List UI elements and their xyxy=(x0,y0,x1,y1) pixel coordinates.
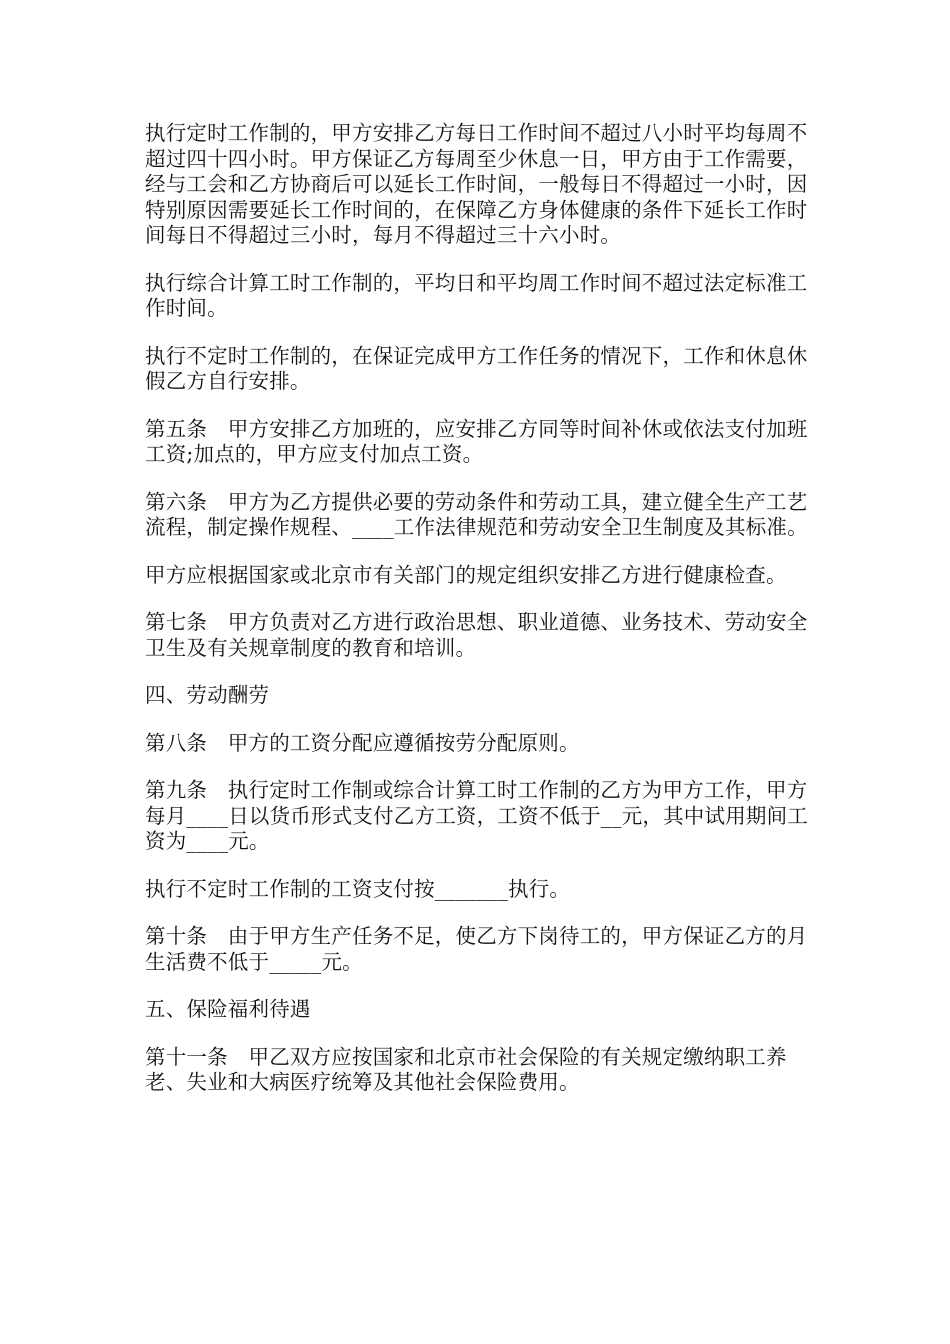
paragraph-article-5: 第五条 甲方安排乙方加班的，应安排乙方同等时间补休或依法支付加班工资;加点的，甲方应支付加点工资。 xyxy=(145,416,808,466)
paragraph-comprehensive-hours: 执行综合计算工时工作制的，平均日和平均周工作时间不超过法定标准工作时间。 xyxy=(145,270,808,320)
paragraph-flexible-wage: 执行不定时工作制的工资支付按_______执行。 xyxy=(145,876,571,901)
section-heading-insurance: 五、保险福利待遇 xyxy=(145,997,311,1021)
paragraph-article-8: 第八条 甲方的工资分配应遵循按劳分配原则。 xyxy=(145,730,580,755)
paragraph-health-check: 甲方应根据国家或北京市有关部门的规定组织安排乙方进行健康检查。 xyxy=(145,562,787,587)
paragraph-article-9: 第九条 执行定时工作制或综合计算工时工作制的乙方为甲方工作，甲方每月____日以货币形式支付乙方工资，工资不低于__元，其中试用期间工资为____元。 xyxy=(145,778,808,853)
paragraph-flexible-hours: 执行不定时工作制的，在保证完成甲方工作任务的情况下，工作和休息休假乙方自行安排。 xyxy=(145,343,808,393)
paragraph-article-6: 第六条 甲方为乙方提供必要的劳动条件和劳动工具，建立健全生产工艺流程，制定操作规程、____工作法律规范和劳动安全卫生制度及其标准。 xyxy=(145,489,808,539)
section-heading-remuneration: 四、劳动酬劳 xyxy=(145,683,270,707)
paragraph-article-7: 第七条 甲方负责对乙方进行政治思想、职业道德、业务技术、劳动安全卫生及有关规章制度的教育和培训。 xyxy=(145,610,808,660)
paragraph-article-11: 第十一条 甲乙双方应按国家和北京市社会保险的有关规定缴纳职工养老、失业和大病医疗统筹及其他社会保险费用。 xyxy=(145,1044,787,1094)
document-body xyxy=(145,121,810,1118)
paragraph-working-hours-standard: 执行定时工作制的，甲方安排乙方每日工作时间不超过八小时平均每周不超过四十四小时。甲方保证乙方每周至少休息一日，甲方由于工作需要，经与工会和乙方协商后可以延长工作时间，一般每日不得超过一小时，因特别原因需要延长工作时间的，在保障乙方身体健康的条件下延长工作时间每日不得超过三小时，每月不得超过三十六小时。 xyxy=(145,121,808,247)
paragraph-article-10: 第十条 由于甲方生产任务不足，使乙方下岗待工的，甲方保证乙方的月生活费不低于_____元。 xyxy=(145,924,808,974)
